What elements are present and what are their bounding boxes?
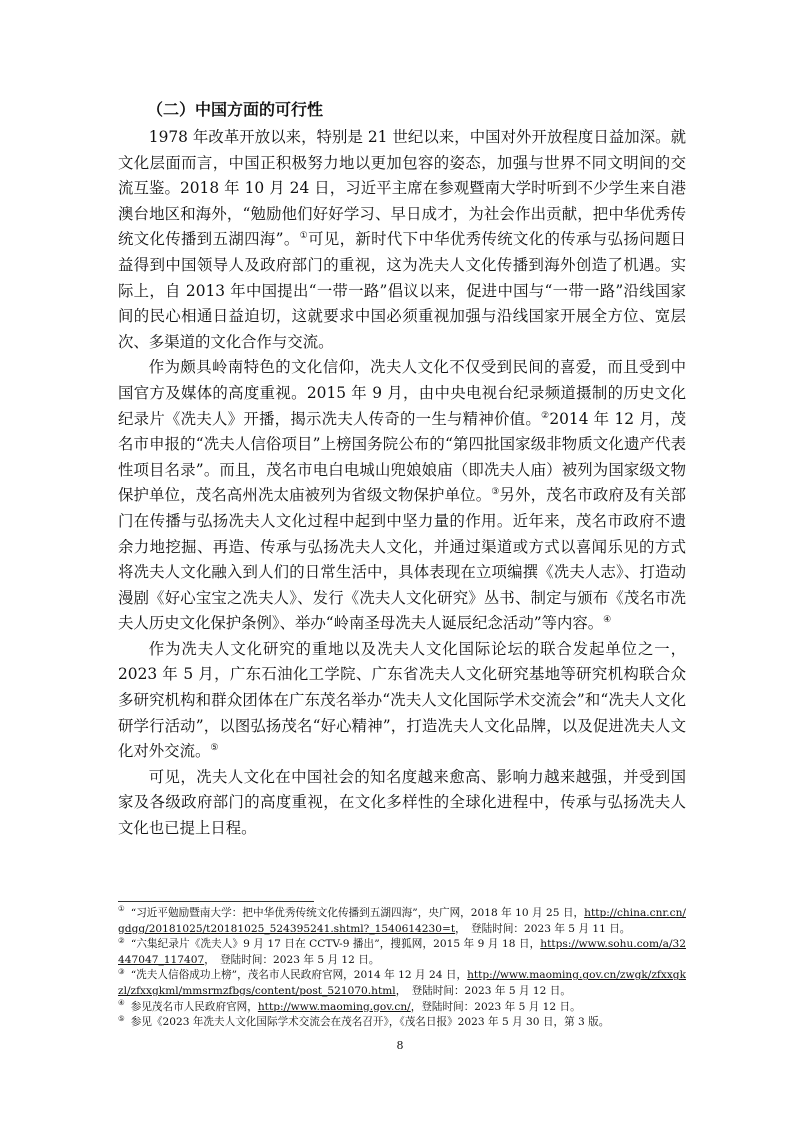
footnote-mark: ② bbox=[118, 935, 125, 945]
footnote-reference[interactable]: ② bbox=[540, 410, 550, 421]
footnote-link[interactable]: http://www.maoming.gov.cn/ bbox=[257, 1000, 411, 1013]
footnotes bbox=[118, 906, 686, 1031]
footnote-text: ，登陆时间：2023 年 5 月 12 日。 bbox=[410, 1000, 581, 1013]
footnote bbox=[118, 1015, 686, 1031]
footnote bbox=[118, 937, 686, 968]
footnote-mark: ⑤ bbox=[118, 1013, 125, 1023]
footnote bbox=[118, 968, 686, 999]
footnote-reference[interactable]: ④ bbox=[603, 615, 612, 626]
footnote-mark: ④ bbox=[118, 998, 125, 1008]
footnote bbox=[118, 1000, 686, 1016]
paragraph-text: 作为冼夫人文化研究的重地以及冼夫人文化国际论坛的联合发起单位之一，2023 年 5 月，广东石油化工学院、广东省冼夫人文化研究基地等研究机构联合众多研究机构和群众团体在广东茂名举办“冼夫人文化国际学术交流会”和“冼夫人文化研学行活动”，以图弘扬茂名“好心精神”，打造冼夫人文化品牌，以及促进冼夫人文化对外交流。 bbox=[118, 639, 686, 761]
page-number: 8 bbox=[396, 1039, 404, 1052]
footnote-link[interactable]: https://www.sohu.com/a/32447047_117407 bbox=[118, 938, 686, 966]
footnote-text: “冼夫人信俗成功上榜”，茂名市人民政府官网，2014 年 12 月 24 日， bbox=[130, 969, 468, 982]
footnote-reference[interactable]: ① bbox=[299, 231, 309, 242]
footnote-reference[interactable]: ⑤ bbox=[210, 743, 219, 754]
footnote-text: ， 登陆时间：2023 年 5 月 11 日。 bbox=[455, 922, 631, 935]
body-text bbox=[118, 125, 686, 842]
section-heading: （二）中国方面的可行性 bbox=[147, 100, 324, 119]
footnote-mark: ① bbox=[118, 904, 125, 914]
footnote bbox=[118, 906, 686, 937]
footnote-reference[interactable]: ③ bbox=[491, 487, 500, 498]
footnote-link[interactable]: http://china.cnr.cn/gdgg/20181025/t20181025_524395241.shtml?_1540614230=t bbox=[118, 907, 686, 935]
paragraph-text: 可见，冼夫人文化在中国社会的知名度越来愈高、影响力越来越强，并受到国家及各级政府部门的高度重视，在文化多样性的全球化进程中，传承与弘扬冼夫人文化也已提上日程。 bbox=[118, 767, 686, 838]
footnote-mark: ③ bbox=[118, 966, 125, 976]
paragraph-text: 1978 年改革开放以来，特别是 21 世纪以来，中国对外开放程度日益加深。就文化层面而言，中国正积极努力地以更加包容的姿态，加强与世界不同文明间的交流互鉴。2018 年 10 月 24 日，习近平主席在参观暨南大学时听到不少学生来自港澳台地区和海外，“勉励他们好好学习、早日成才，为社会作出贡献，把中华优秀传统文化传播到五湖四海”。 bbox=[118, 128, 686, 249]
paragraph bbox=[118, 637, 686, 765]
paragraph bbox=[118, 765, 686, 842]
paragraph-text: 作为颇具岭南特色的文化信仰，冼夫人文化不仅受到民间的喜爱，而且受到中国官方及媒体的高度重视。2015 年 9 月，由中央电视台纪录频道摄制的历史文化纪录片《冼夫人》开播，揭示冼夫人传奇的一生与精神价值。 bbox=[118, 358, 686, 428]
footnote-text: “习近平勉励暨南大学：把中华优秀传统文化传播到五湖四海”，央广网，2018 年 10 月 25 日， bbox=[130, 907, 585, 919]
paragraph bbox=[118, 355, 686, 637]
footnote-text: 参见《2023 年冼夫人文化国际学术交流会在茂名召开》，《茂名日报》2023 年 5 月 30 日，第 3 版。 bbox=[130, 1016, 610, 1029]
paragraph-text: 可见，新时代下中华优秀传统文化的传承与弘扬问题日益得到中国领导人及政府部门的重视，这为冼夫人文化传播到海外创造了机遇。实际上，自 2013 年中国提出“一带一路”倡议以来，促进中国与“一带一路”沿线国家间的民心相通日益迫切，这就要求中国必须重视加强与沿线国家开展全方位、宽层次、多渠道的文化合作与交流。 bbox=[118, 230, 686, 351]
paragraph-text: 另外，茂名市政府及有关部门在传播与弘扬冼夫人文化过程中起到中坚力量的作用。近年来，茂名市政府不遗余力地挖掘、再造、传承与弘扬冼夫人文化，并通过渠道或方式以喜闻乐见的方式将冼夫人文化融入到人们的日常生活中，具体表现在立项编撰《冼夫人志》、打造动漫剧《好心宝宝之冼夫人》、发行《冼夫人文化研究》丛书、制定与颁布《茂名市冼夫人历史文化保护条例》、举办“岭南圣母冼夫人诞辰纪念活动”等内容。 bbox=[118, 486, 686, 633]
footnote-divider bbox=[118, 901, 314, 902]
paragraph bbox=[118, 125, 686, 355]
paragraph-text: 2014 年 12 月，茂名市申报的“冼夫人信俗项目”上榜国务院公布的“第四批国家级非物质文化遗产代表性项目名录”。而且，茂名市电白电城山兜娘娘庙（即冼夫人庙）被列为国家级文物保护单位，茂名高州冼太庙被列为省级文物保护单位。 bbox=[118, 409, 686, 505]
footnote-text: ， 登陆时间：2023 年 5 月 12 日。 bbox=[395, 984, 571, 997]
footnote-text: ， 登陆时间：2023 年 5 月 12 日。 bbox=[204, 953, 380, 966]
footnote-link[interactable]: http://www.maoming.gov.cn/zwgk/zfxxgkzl/zfxxgkml/mmsrmzfbgs/content/post_521070.html bbox=[118, 969, 686, 997]
footnote-text: 参见茂名市人民政府官网， bbox=[130, 1000, 258, 1013]
footnote-text: “六集纪录片《冼夫人》9 月 17 日在 CCTV-9 播出”，搜狐网，2015 年 9 月 18 日， bbox=[130, 938, 541, 951]
